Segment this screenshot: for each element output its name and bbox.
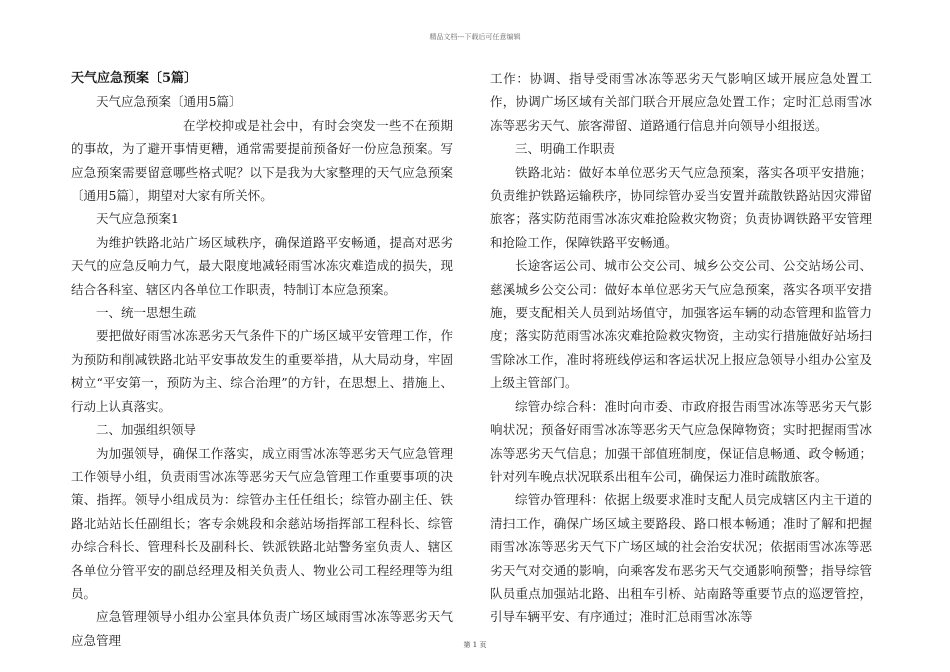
section-heading: 二、加强组织领导 bbox=[96, 422, 197, 438]
section-heading: 天气应急预案1 bbox=[96, 211, 179, 227]
paragraph: 综管办综合科：准时向市委、市政府报告雨雪冰冻等恶劣天气影响状况；预备好雨雪冰冻等恶劣天气应急保障物资；实时把握雨雪冰冻等恶劣天气信息；加强干部值班制度，保证信息畅通、政令畅通；针对列车晚点状况联系出租车公司，确保运力准时疏散旅客。 bbox=[490, 398, 872, 484]
right-column bbox=[490, 67, 872, 629]
paragraph: 工作：协调、指导受雨雪冰冻等恶劣天气影响区域开展应急处置工作，协调广场区域有关部门联合开展应急处置工作；定时汇总雨雪冰冻等恶劣天气、旅客滞留、道路通行信息并向领导小组报送。 bbox=[490, 71, 872, 133]
document-title: 天气应急预案〔5篇〕 bbox=[71, 71, 198, 86]
paragraph: 天气应急预案〔通用5篇〕 bbox=[96, 94, 242, 110]
paragraph: 应急管理领导小组办公室具体负责广场区域雨雪冰冻等恶劣天气应急管理 bbox=[71, 609, 453, 648]
paragraph: 为维护铁路北站广场区域秩序，确保道路平安畅通，提高对恶劣天气的应急反响力气，最大限度地减轻雨雪冰冻灾难造成的损失，现结合各科室、辖区内各单位工作职责，特制订本应急预案。 bbox=[71, 234, 453, 297]
paragraph: 在学校抑或是社会中，有时会突发一些不在预期的事故，为了避开事情更糟，通常需要提前预备好一份应急预案。写应急预案需要留意哪些格式呢？以下是我为大家整理的天气应急预案〔通用5篇〕，期望对大家有所关怀。 bbox=[71, 117, 453, 204]
paragraph: 长途客运公司、城市公交公司、城乡公交公司、公交站场公司、慈溪城乡公交公司：做好本单位恶劣天气应急预案，落实各项平安措施，要支配相关人员到站场值守，加强客运车辆的动态管理和监管力度；落实防范雨雪冰冻灾难抢险救灾物资，主动实行措施做好站场扫雪除冰工作，准时将班线停运和客运状况上报应急领导小组办公室及上级主管部门。 bbox=[490, 258, 872, 391]
paragraph: 综管办管理科：依据上级要求准时支配人员完成辖区内主干道的清扫工作，确保广场区域主要路段、路口根本畅通；准时了解和把握雨雪冰冻等恶劣天气下广场区域的社会治安状况；依据雨雪冰冻等恶劣天气对交通的影响，向乘客发布恶劣天气交通影响预警；指导综管队员重点加强站北路、出租车引桥、站南路等重要节点的巡逻管控，引导车辆平安、有序通过；准时汇总雨雪冰冻等 bbox=[490, 492, 872, 625]
page-number: 第 1 页 bbox=[463, 641, 487, 649]
section-heading: 一、统一思想生疏 bbox=[96, 305, 197, 321]
page-header: 精品文档---下载后可任意编辑 bbox=[429, 33, 521, 41]
paragraph: 为加强领导，确保工作落实，成立雨雪冰冻等恶劣天气应急管理工作领导小组，负责雨雪冰冻等恶劣天气应急管理工作重要事项的决策、指挥。领导小组成员为：综管办主任任组长；综管办副主任、铁路北站站长任副组长；客专余姚段和余慈站场指挥部工程科长、综管办综合科长、管理科长及副科长、铁派铁路北站警务室负责人、辖区各单位分管平安的副总经理及相关负责人、物业公司工程经理等为组员。 bbox=[71, 445, 453, 601]
paragraph: 铁路北站：做好本单位恶劣天气应急预案，落实各项平安措施；负责维护铁路运输秩序，协同综管办妥当安置并疏散铁路站因灾滞留旅客；落实防范雨雪冰冻灾难抢险救灾物资；负责协调铁路平安管理和抢险工作，保障铁路平安畅通。 bbox=[490, 164, 872, 250]
paragraph: 要把做好雨雪冰冻恶劣天气条件下的广场区域平安管理工作，作为预防和削减铁路北站平安事故发生的重要举措，从大局动身，牢固树立“平安第一，预防为主、综合治理”的方针，在思想上、措施上、行动上认真落实。 bbox=[71, 328, 453, 414]
section-heading: 三、明确工作职责 bbox=[515, 141, 616, 157]
left-column bbox=[71, 67, 453, 652]
